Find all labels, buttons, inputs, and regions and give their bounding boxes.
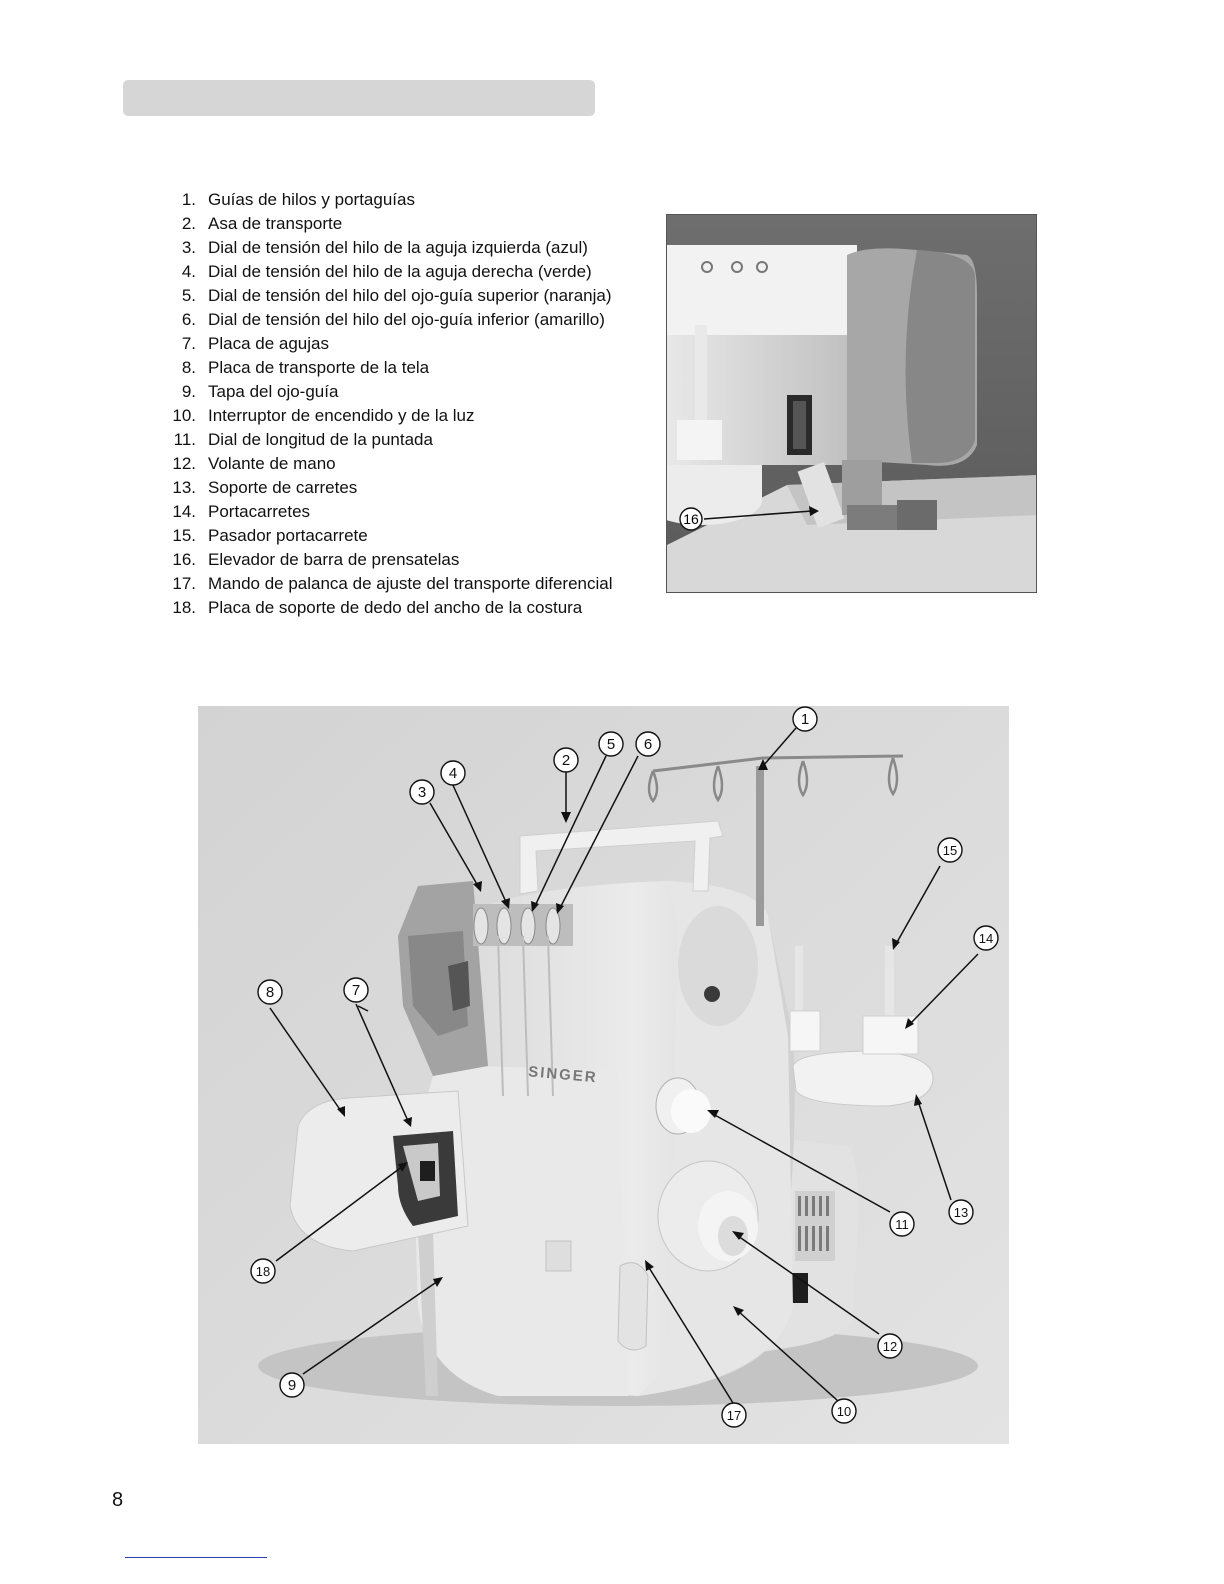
list-item: 3. Dial de tensión del hilo de la aguja izquierda (azul) xyxy=(181,238,588,257)
callout-17: 17 xyxy=(726,1408,742,1423)
callout-5: 5 xyxy=(606,736,616,753)
callout-14: 14 xyxy=(978,931,994,946)
callout-2: 2 xyxy=(561,752,571,769)
callout-10: 10 xyxy=(836,1404,852,1419)
callout-13: 13 xyxy=(953,1205,969,1220)
list-item: 12. Volante de mano xyxy=(172,454,336,473)
list-item: 7. Placa de agujas xyxy=(181,334,329,353)
presser-lifter-photo xyxy=(666,214,1037,593)
footer-link-underline[interactable] xyxy=(125,1557,267,1558)
list-item: 14. Portacarretes xyxy=(172,502,311,521)
callout-1: 1 xyxy=(800,711,810,728)
list-item: 16. Elevador de barra de prensatelas xyxy=(172,550,460,569)
parts-list xyxy=(160,188,660,620)
machine-diagram-photo xyxy=(198,706,1009,1444)
list-item: 6. Dial de tensión del hilo del ojo-guía inferior (amarillo) xyxy=(181,310,605,329)
callout-16: 16 xyxy=(683,511,699,527)
callout-6: 6 xyxy=(643,736,653,753)
callout-8: 8 xyxy=(265,984,275,1001)
callout-18: 18 xyxy=(255,1264,271,1279)
callout-3: 3 xyxy=(417,784,427,801)
list-item: 5. Dial de tensión del hilo del ojo-guía superior (naranja) xyxy=(181,286,612,305)
callout-12: 12 xyxy=(882,1339,898,1354)
list-item: 9. Tapa del ojo-guía xyxy=(181,382,339,401)
presser-lifter-illustration xyxy=(667,215,1037,593)
list-item: 15. Pasador portacarrete xyxy=(172,526,368,545)
callout-15: 15 xyxy=(942,843,958,858)
list-item: 4. Dial de tensión del hilo de la aguja derecha (verde) xyxy=(181,262,592,281)
list-item: 8. Placa de transporte de la tela xyxy=(181,358,430,377)
callout-11: 11 xyxy=(895,1217,909,1232)
list-item: 13. Soporte de carretes xyxy=(172,478,358,497)
list-item: 2. Asa de transporte xyxy=(181,214,343,233)
callout-9: 9 xyxy=(287,1377,297,1394)
brand-logo: SINGER xyxy=(527,1063,599,1087)
list-item: 1. Guías de hilos y portaguías xyxy=(181,190,415,209)
list-item: 10. Interruptor de encendido y de la luz xyxy=(172,406,475,425)
page-number: 8 xyxy=(112,1489,124,1511)
machine-diagram-illustration xyxy=(198,706,1009,1444)
section-header-bar xyxy=(123,80,595,116)
callout-4: 4 xyxy=(448,765,458,782)
list-item: 17. Mando de palanca de ajuste del transporte diferencial xyxy=(172,574,613,593)
callout-7: 7 xyxy=(351,982,361,999)
list-item: 11. Dial de longitud de la puntada xyxy=(173,430,433,449)
list-item: 18. Placa de soporte de dedo del ancho de la costura xyxy=(172,598,583,617)
